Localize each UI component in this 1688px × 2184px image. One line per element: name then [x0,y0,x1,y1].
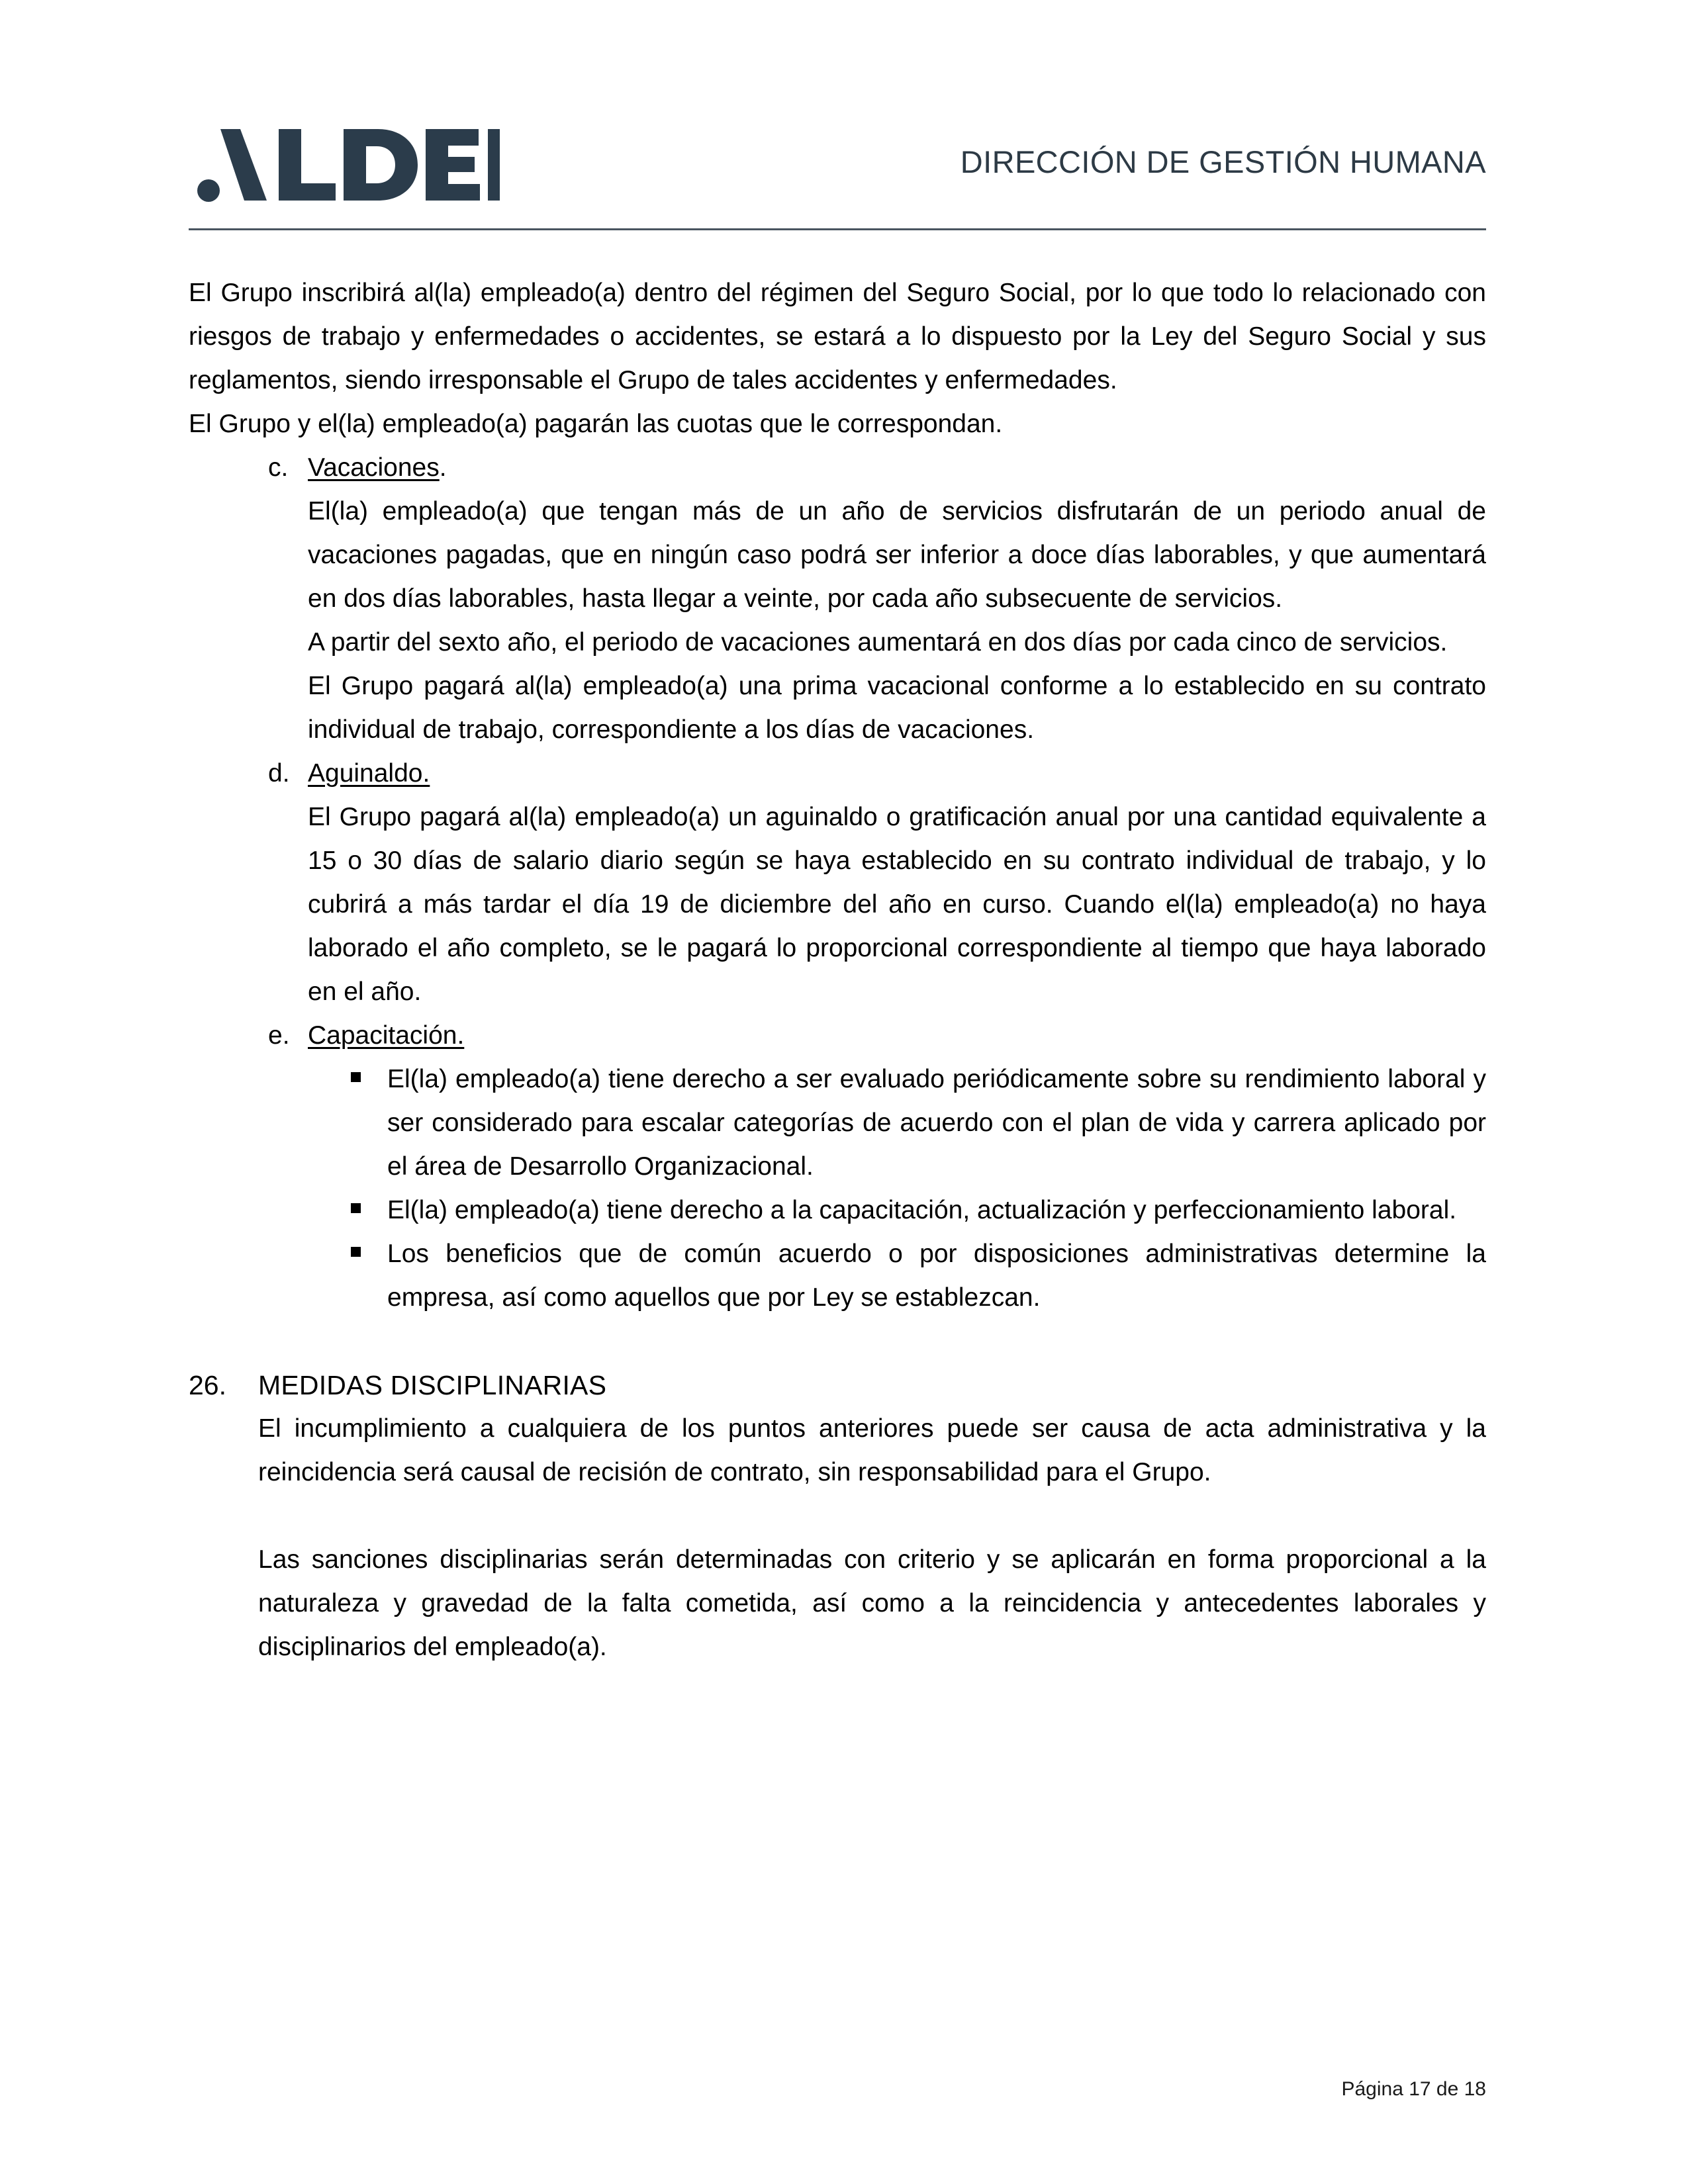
paragraph-c-3: El Grupo pagará al(la) empleado(a) una prima vacacional conforme a lo establecido en su contrato individual de trabajo, correspondiente a los días de vacaciones. [308,672,1486,744]
page-footer: Página 17 de 18 [1341,2078,1486,2100]
list-marker-e: e. [268,1021,290,1050]
list-item-d [268,752,1486,796]
paragraph-intro-2: El Grupo y el(la) empleado(a) pagarán las cuotas que le correspondan. [189,410,1003,438]
bullet-item-2 [351,1189,1486,1232]
square-bullet-icon [351,1247,361,1257]
header-divider [189,228,1486,230]
list-marker-c: c. [268,453,289,482]
square-bullet-icon [351,1203,361,1213]
spacer [189,1320,1486,1363]
bullet-text-2: El(la) empleado(a) tiene derecho a la capacitación, actualización y perfeccionamiento laboral. [387,1196,1457,1224]
list-marker-d: d. [268,759,290,788]
list-label-d [308,752,430,796]
list-label-e [308,1014,464,1058]
list-item-e [268,1014,1486,1058]
section-heading-26 [189,1363,1486,1407]
list-label-e-text: Capacitación. [308,1021,465,1050]
paragraph-intro-1: El Grupo inscribirá al(la) empleado(a) dentro del régimen del Seguro Social, por lo que todo lo relacionado con riesgos de trabajo y enfermedades o accidentes, se estará a lo dispuesto por la Ley del Seguro Social y sus reglamentos, siendo irresponsable el Grupo de tales accidentes y enfermedades. [189,279,1486,394]
list-label-c-text: Vacaciones [308,453,440,482]
section-title: MEDIDAS DISCIPLINARIAS [258,1370,607,1400]
paragraph-c-2: A partir del sexto año, el periodo de vacaciones aumentará en dos días por cada cinco de servicios. [308,628,1448,657]
section-paragraph-1: El incumplimiento a cualquiera de los puntos anteriores puede ser causa de acta administrativa y la reincidencia será causal de recisión de contrato, sin responsabilidad para el Grupo. [258,1414,1486,1486]
paragraph-d-1: El Grupo pagará al(la) empleado(a) un aguinaldo o gratificación anual por una cantidad equivalente a 15 o 30 días de salario diario según se haya establecido en su contrato individual de trabajo, y lo cubrirá a más tardar el día 19 de diciembre del año en curso. Cuando el(la) empleado(a) no haya laborado el año completo, se le pagará lo proporcional correspondiente al tiempo que haya laborado en el año. [308,803,1486,1006]
list-label-c-suffix: . [439,453,447,482]
paragraph-c-1: El(la) empleado(a) que tengan más de un año de servicios disfrutarán de un periodo anual de vacaciones pagadas, que en ningún caso podrá ser inferior a doce días laborables, y que aumentará en dos días laborables, hasta llegar a veinte, por cada año subsecuente de servicios. [308,497,1486,613]
section-paragraph-2: Las sanciones disciplinarias serán determinadas con criterio y se aplicarán en forma proporcional a la naturaleza y gravedad de la falta cometida, así como a la reincidencia y antecedentes laborales y disciplinarios del empleado(a). [258,1545,1486,1661]
bullet-text-1: El(la) empleado(a) tiene derecho a ser evaluado periódicamente sobre su rendimiento laboral y ser considerado para escalar categorías de acuerdo con el plan de vida y carrera aplicado por el área de Desarrollo Organizacional. [387,1065,1486,1181]
spacer [189,1494,1486,1538]
header-title: DIRECCIÓN DE GESTIÓN HUMANA [960,144,1486,179]
bullet-text-3: Los beneficios que de común acuerdo o por disposiciones administrativas determine la empresa, así como aquellos que por Ley se establezcan. [387,1240,1486,1312]
square-bullet-icon [351,1072,361,1082]
alden-logo-icon [189,129,500,202]
document-body [189,271,1486,1669]
bullet-item-3 [351,1232,1486,1320]
section-number: 26. [189,1370,226,1400]
list-label-d-text: Aguinaldo. [308,759,430,788]
list-item-c [268,446,1486,490]
page-header [189,122,1486,222]
bullet-item-1 [351,1058,1486,1189]
list-label-c [308,446,447,490]
